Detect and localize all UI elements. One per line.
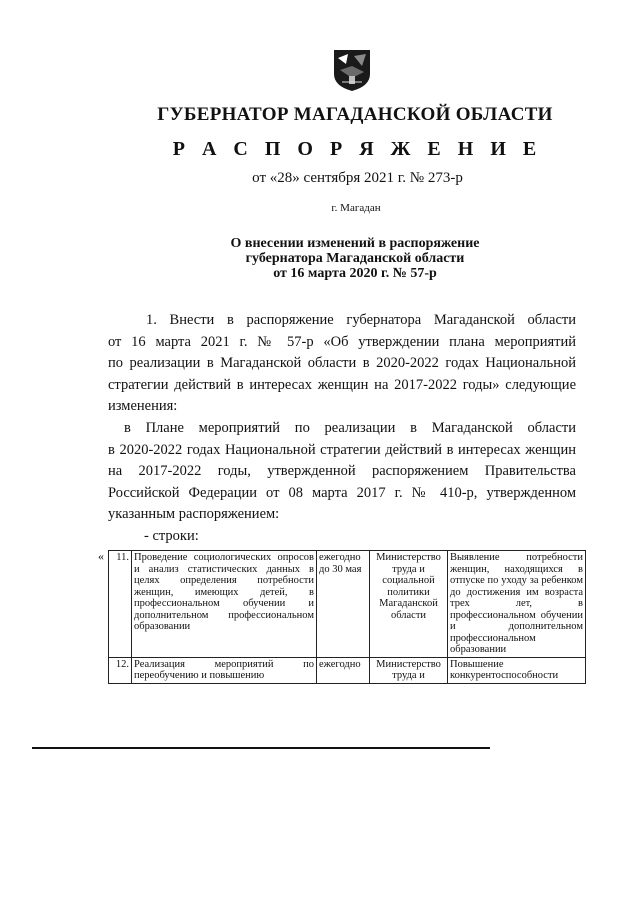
activity-cell: Проведение социологических опросов и анализ статистических данных в целях определения потребности женщин, имеющих детей, в профессиональном обучении и дополнительном профессиональном образовании [132, 551, 317, 658]
text-line: по реализации в Магаданской области в 2020-2022 годах Национальной [108, 355, 576, 371]
row-number-cell: 12. [109, 657, 132, 683]
table-row [109, 551, 586, 658]
text-line: изменения: [108, 398, 178, 414]
subject-line: от 16 марта 2020 г. № 57-р [273, 266, 437, 281]
responsible-cell: Министерство труда и социальной политики Магаданской области [370, 551, 448, 658]
result-cell: Повышение конкурентоспособности [448, 657, 586, 683]
term-cell: ежегодно [317, 657, 370, 683]
text-line: в Плане мероприятий по реализации в Магаданской области [124, 420, 576, 436]
paragraph-3 [108, 526, 576, 548]
paragraph-2 [108, 418, 576, 526]
paragraph-1 [108, 310, 576, 418]
subject-line: губернатора Магаданской области [245, 251, 465, 266]
text-line: указанным распоряжением: [108, 506, 280, 522]
document-type: Р А С П О Р Я Ж Е Н И Е [172, 138, 543, 160]
plan-table [108, 550, 586, 684]
text-line: 1. Внести в распоряжение губернатора Магаданской области [146, 312, 576, 328]
responsible-cell: Министерство труда и [370, 657, 448, 683]
text-line: на 2017-2022 годы, утвержденной распоряжением Правительства [108, 463, 576, 479]
document-date: от «28» сентября 2021 г. № 273-р [252, 170, 463, 186]
governor-title: ГУБЕРНАТОР МАГАДАНСКОЙ ОБЛАСТИ [157, 104, 553, 125]
opening-quote-mark: « [98, 549, 104, 563]
activity-cell: Реализация мероприятий по переобучению и повышению [132, 657, 317, 683]
document-city: г. Магадан [331, 202, 381, 214]
coat-of-arms-emblem [332, 48, 372, 92]
result-cell: Выявление потребности женщин, находящихся в отпуске по уходу за ребенком до достижения им возраста трех лет, в профессиональном обучении и дополнительном профессиональном образовании [448, 551, 586, 658]
text-line: от 16 марта 2021 г. № 57-р «Об утверждении плана мероприятий [108, 333, 576, 350]
text-line: - строки: [144, 528, 199, 544]
subject-line: О внесении изменений в распоряжение [230, 236, 480, 251]
table-row [109, 657, 586, 683]
text-line: Российской Федерации от 08 марта 2017 г. № 410-р, утвержденном [108, 484, 576, 501]
text-line: стратегии действий в интересах женщин на 2017-2022 годы» следующие [108, 376, 576, 393]
page-bottom-rule [32, 747, 490, 749]
term-cell: ежегодно до 30 мая [317, 551, 370, 658]
row-number-cell: 11. [109, 551, 132, 658]
document-subject [0, 236, 640, 281]
text-line: в 2020-2022 годах Национальной стратегии действий в интересах женщин [108, 441, 576, 458]
